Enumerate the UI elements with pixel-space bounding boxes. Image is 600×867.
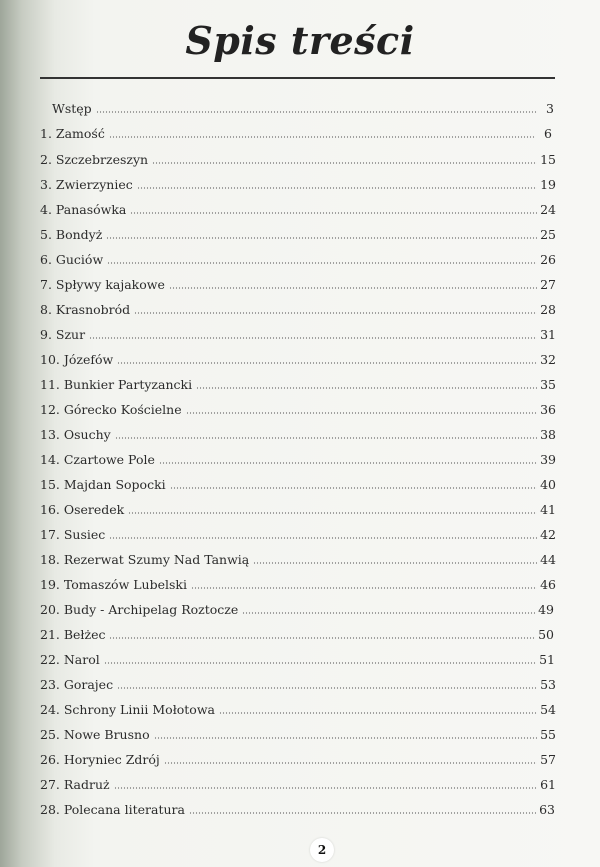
toc-entry-label: 2. Szczebrzeszyn [40, 152, 149, 167]
toc-entry-schrony-linii-molotowa [40, 694, 556, 718]
toc-entry-budy-archipelag [40, 594, 554, 618]
toc-leader-dots [134, 311, 537, 315]
toc-entry-label: 19. Tomaszów Lubelski [40, 577, 187, 592]
toc-entry-label: 26. Horyniec Zdrój [40, 752, 160, 767]
page-title: Spis treści [185, 18, 415, 63]
toc-leader-dots [253, 561, 537, 565]
toc-entry-majdan-sopocki [40, 469, 556, 493]
toc-leader-dots [196, 386, 537, 390]
toc-leader-dots [107, 261, 537, 265]
toc-entry-nowe-brusno [40, 719, 556, 743]
toc-leader-dots [154, 736, 538, 740]
toc-entry-page: 31 [540, 327, 556, 342]
toc-entry-page: 42 [540, 527, 556, 542]
toc-leader-dots [89, 336, 537, 340]
toc-entry-label: 21. Bełżec [40, 627, 106, 642]
toc-leader-dots [186, 411, 537, 415]
toc-leader-dots [137, 186, 537, 190]
toc-entry-page: 54 [540, 702, 556, 717]
toc-entry-page: 39 [540, 452, 556, 467]
toc-entry-page: 19 [540, 177, 556, 192]
toc-leader-dots [130, 211, 537, 215]
toc-entry-label: 12. Górecko Kościelne [40, 402, 182, 417]
toc-entry-page: 32 [540, 352, 556, 367]
toc-leader-dots [109, 636, 535, 640]
toc-entry-oseredek [40, 494, 556, 518]
toc-entry-page: 57 [540, 752, 556, 767]
toc-entry-szur [40, 319, 556, 343]
toc-entry-label: 3. Zwierzyniec [40, 177, 133, 192]
toc-entry-label: 28. Polecana literatura [40, 802, 185, 817]
toc-entry-tomaszow-lubelski [40, 569, 556, 593]
toc-leader-dots [191, 586, 537, 590]
toc-entry-label: 7. Spływy kajakowe [40, 277, 165, 292]
toc-leader-dots [96, 110, 537, 114]
toc-entry-page: 24 [540, 202, 556, 217]
toc-entry-horyniec-zdroj [40, 744, 556, 768]
toc-entry-gorecko-koscielne [40, 394, 556, 418]
toc-leader-dots [117, 361, 537, 365]
toc-entry-label: 16. Oseredek [40, 502, 125, 517]
toc-entry-panasowka [40, 194, 556, 218]
toc-leader-dots [117, 686, 537, 690]
toc-entry-page: 25 [540, 227, 556, 242]
toc-entry-label: 10. Józefów [40, 352, 114, 367]
toc-entry-page: 51 [539, 652, 555, 667]
toc-entry-page: 15 [540, 152, 556, 167]
toc-entry-label: 14. Czartowe Pole [40, 452, 155, 467]
toc-entry-rezerwat-szumy [40, 544, 556, 568]
toc-entry-guciow [40, 244, 556, 268]
toc-entry-zamosc [40, 118, 552, 142]
toc-entry-bunkier-partyzancki [40, 369, 556, 393]
toc-leader-dots [152, 161, 537, 165]
toc-entry-narol [40, 644, 555, 668]
toc-entry-label: 25. Nowe Brusno [40, 727, 150, 742]
toc-entry-label: 17. Susiec [40, 527, 106, 542]
toc-entry-page: 28 [540, 302, 556, 317]
toc-entry-label: 18. Rezerwat Szumy Nad Tanwią [40, 552, 250, 567]
toc-entry-label: 24. Schrony Linii Mołotowa [40, 702, 215, 717]
page-number: 2 [310, 838, 334, 862]
toc-entry-label: 23. Gorajec [40, 677, 114, 692]
toc-leader-dots [109, 135, 535, 139]
toc-leader-dots [115, 436, 537, 440]
toc-entry-page: 53 [540, 677, 556, 692]
toc-entry-page: 63 [539, 802, 555, 817]
toc-entry-szczebrzeszyn [40, 144, 556, 168]
toc-entry-label: 27. Radruż [40, 777, 110, 792]
toc-entry-page: 61 [540, 777, 556, 792]
toc-entry-label: 6. Guciów [40, 252, 104, 267]
toc-entry-polecana-literatura [40, 794, 555, 818]
toc-entry-label: 5. Bondyż [40, 227, 103, 242]
toc-entry-label: 8. Krasnobród [40, 302, 131, 317]
toc-entry-page: 41 [540, 502, 556, 517]
toc-leader-dots [114, 786, 537, 790]
toc-entry-wstep [52, 93, 554, 117]
toc-leader-dots [128, 511, 537, 515]
toc-entry-page: 38 [540, 427, 556, 442]
toc-entry-krasnobrod [40, 294, 556, 318]
toc-entry-page: 50 [538, 627, 554, 642]
toc-entry-belzec [40, 619, 554, 643]
toc-entry-page: 55 [540, 727, 556, 742]
toc-entry-osuchy [40, 419, 556, 443]
toc-leader-dots [109, 536, 537, 540]
toc-entry-label: 20. Budy - Archipelag Roztocze [40, 602, 239, 617]
toc-entry-page: 27 [540, 277, 556, 292]
title-divider [40, 77, 555, 79]
toc-entry-label: 15. Majdan Sopocki [40, 477, 166, 492]
toc-leader-dots [169, 286, 537, 290]
toc-leader-dots [159, 461, 537, 465]
toc-entry-page: 46 [540, 577, 556, 592]
toc-entry-page: 49 [538, 602, 554, 617]
toc-leader-dots [164, 761, 537, 765]
toc-leader-dots [242, 611, 535, 615]
toc-entry-page: 35 [540, 377, 556, 392]
toc-entry-splywy-kajakowe [40, 269, 556, 293]
toc-entry-jozefow [40, 344, 556, 368]
toc-entry-label: 11. Bunkier Partyzancki [40, 377, 193, 392]
toc-entry-zwierzyniec [40, 169, 556, 193]
toc-entry-page: 44 [540, 552, 556, 567]
toc-entry-page: 26 [540, 252, 556, 267]
toc-entry-page: 36 [540, 402, 556, 417]
toc-entry-label: 13. Osuchy [40, 427, 111, 442]
toc-entry-czartowe-pole [40, 444, 556, 468]
toc-entry-gorajec [40, 669, 556, 693]
toc-entry-label: 1. Zamość [40, 126, 105, 141]
toc-leader-dots [189, 811, 536, 815]
toc-entry-susiec [40, 519, 556, 543]
toc-entry-page: 40 [540, 477, 556, 492]
toc-entry-bondyz [40, 219, 556, 243]
toc-entry-page: 3 [546, 101, 554, 116]
toc-leader-dots [104, 661, 536, 665]
toc-entry-label: 4. Panasówka [40, 202, 127, 217]
toc-entry-page: 6 [544, 126, 552, 141]
toc-entry-label: 9. Szur [40, 327, 86, 342]
toc-leader-dots [219, 711, 537, 715]
toc-leader-dots [170, 486, 537, 490]
toc-entry-label: 22. Narol [40, 652, 100, 667]
toc-entry-radruz [40, 769, 556, 793]
toc-leader-dots [106, 236, 537, 240]
toc-entry-label: Wstęp [52, 101, 92, 116]
